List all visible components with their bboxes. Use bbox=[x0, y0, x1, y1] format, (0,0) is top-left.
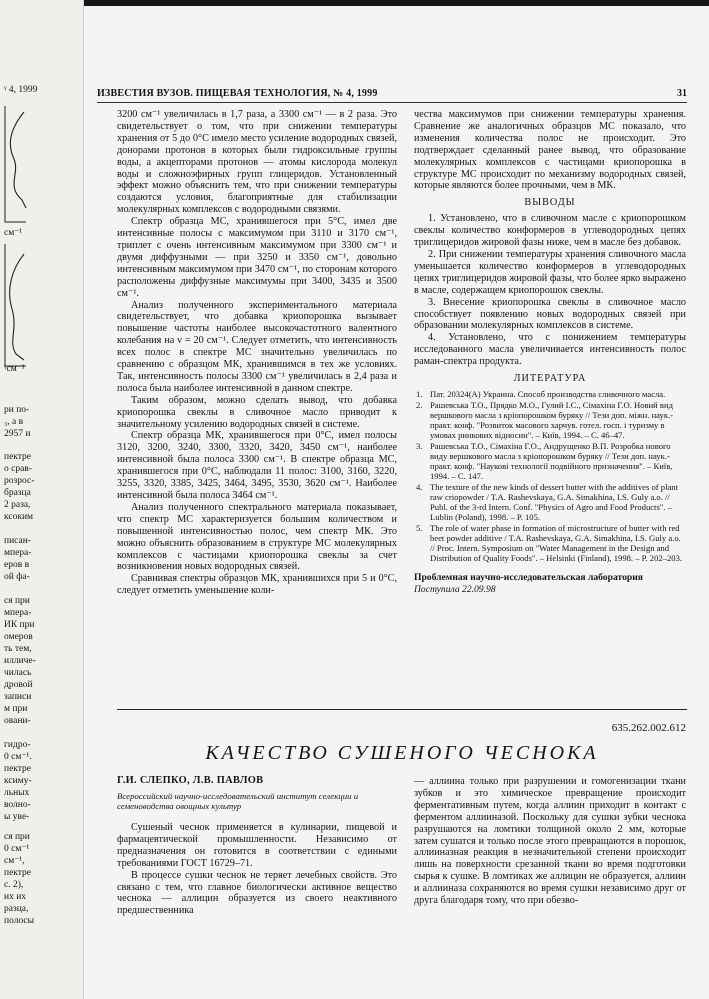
reference-number: 3. bbox=[416, 440, 423, 451]
article1-column-left bbox=[117, 109, 397, 597]
edge-fragment: ксоким bbox=[4, 512, 34, 522]
page-number: 31 bbox=[677, 88, 687, 99]
edge-fragment: пектре bbox=[4, 452, 32, 462]
edge-fragment: ри по- bbox=[4, 405, 30, 415]
conclusion-item: 1. Установлено, что в сливочном масле с криопорошком свеклы количество конформеров в углеводородных цепях триглицеридов жировой фазы ниже, чем в масле без добавок. bbox=[414, 213, 686, 249]
reference-text: Рашевська Т.О., Сімахіна Г.О., Андрущенко В.П. Розробка нового виду вершкового масла з кріопорошком буряку // Тези доп. наук.-практ. конф. "Наукові технології подвійного призначення". – Київ, 1994. – С. 147. bbox=[430, 440, 673, 481]
reference-item bbox=[414, 400, 686, 440]
paragraph: Спектр образца МК, хранившегося при 0°С, имел полосы 3120, 3200, 3240, 3300, 3320, 3420, 3450 см⁻¹, наиболее интенсивной была полоса 3300 см⁻¹. В спектре образца МС, хранившегося при 0°С, наблюдали 11 полос: 3100, 3160, 3220, 3255, 3320, 3385, 3425, 3464, 3495, 3530, 3620 см⁻¹. Наиболее интенсивной была полоса 3464 см⁻¹. bbox=[117, 430, 397, 501]
article-title: КАЧЕСТВО СУШЕНОГО ЧЕСНОКА bbox=[205, 742, 599, 764]
edge-fragment: бразца bbox=[4, 488, 31, 498]
reference-number: 5. bbox=[416, 522, 423, 533]
edge-fragment: пектре bbox=[4, 764, 32, 774]
edge-fragment: 0 см⁻¹ bbox=[4, 844, 30, 854]
reference-item bbox=[414, 441, 686, 481]
edge-fragment: полосы bbox=[4, 916, 35, 926]
edge-fragment: 0 см⁻¹. bbox=[4, 752, 32, 762]
edge-fragment: см⁻¹, bbox=[4, 856, 25, 866]
edge-fragment: илличе- bbox=[4, 656, 36, 666]
paragraph: 3200 см⁻¹ увеличилась в 1,7 раза, а 3300 см⁻¹ — в 2 раза. Это свидетельствует о том, что при снижении температуры хранения от 5 до 0°С имело место усиление водородных связей, донорами протонов в которых были гидроксильные группы воды, а акцепторами протонов — атомы кислорода молекул воды и сложноэфирных групп глицеридов. Установленный эффект можно объяснить тем, что при снижении температуры создаются условия, благоприятные для стабилизации молекулярных комплексов с водородными связями. bbox=[117, 109, 397, 216]
paragraph: В процессе сушки чеснок не теряет лечебных свойств. Это связано с тем, что главное биологически активное вещество чеснока — аллицин образуется из своего неактивного предшественника bbox=[117, 869, 397, 917]
edge-fragment: cм⁻¹ bbox=[4, 228, 23, 238]
running-header bbox=[97, 88, 687, 103]
edge-fragment: чилась bbox=[4, 668, 32, 678]
reference-number: 2. bbox=[416, 399, 423, 410]
edge-fragment: ой фа- bbox=[4, 572, 30, 582]
edge-fragment: омеров bbox=[4, 632, 33, 642]
edge-fragment: ИК при bbox=[4, 620, 35, 630]
article1-column-right bbox=[414, 109, 686, 596]
journal-title: ИЗВЕСТИЯ ВУЗОВ. ПИЩЕВАЯ ТЕХНОЛОГИЯ, № 4, 1999 bbox=[97, 88, 378, 99]
scan-top-border bbox=[0, 0, 709, 6]
references-list bbox=[414, 389, 686, 563]
edge-fragment: ы уве- bbox=[4, 812, 30, 822]
edge-fragment: льных bbox=[4, 788, 30, 798]
reference-item bbox=[414, 389, 686, 399]
reference-item bbox=[414, 482, 686, 522]
laboratory-name: Проблемная научно-исследовательская лаборатория bbox=[414, 571, 643, 583]
edge-fragment: разца, bbox=[4, 904, 29, 914]
edge-fragment: ть тем, bbox=[4, 644, 32, 654]
reference-text: Пат. 20324(А) Украина. Способ производства сливочного масла. bbox=[430, 388, 666, 399]
edge-fragment: писан- bbox=[4, 536, 31, 546]
udc-code: 635.262.002.612 bbox=[611, 722, 686, 734]
edge-fragment: 2957 и bbox=[4, 429, 31, 439]
paragraph: чества максимумов при снижении температуры хранения. Сравнение же аналогичных образцов МС показало, что изменения количества полос не происходит. Это подтверждает сделанный ранее вывод, что образование молекулярных комплексов с частицами криопорошка в структуре МС происходит по механизму водородных связей, которые являются более прочными, чем в МК. bbox=[414, 109, 686, 192]
references-heading: ЛИТЕРАТУРА bbox=[513, 373, 587, 385]
conclusions-list bbox=[414, 213, 686, 368]
reference-text: The role of water phase in formation of microstructure of butter with red beet powder additive / T.A. Rashevskaya, G.A. Simakhina, I.S. Guly a.o. // Proc. Intern. Symposium on "Water Management in the Design and Distribution of Quality Foods". – Helsinki (Finland), 1998. – P. 202–203. bbox=[430, 522, 683, 563]
edge-fragment: с. 2), bbox=[4, 880, 24, 890]
reference-number: 1. bbox=[416, 388, 423, 399]
paragraph: Спектр образца МС, хранившегося при 5°С, имел две интенсивные полосы с максимумом при 3110 и 3170 см⁻¹, триплет с очень интенсивным максимумом при 3300 см⁻¹ и двумя диффузными — при 3250 и 3350 см⁻¹, довольно интенсивным максимумом при 3470 см⁻¹, по сторонам которого расположены диффузные максимумы при 3400, 3435 и 3500 см⁻¹. bbox=[117, 216, 397, 299]
paragraph: Сравнивая спектры образцов МК, хранившихся при 5 и 0°С, следует отметить уменьшение коли- bbox=[117, 573, 397, 597]
edge-fragment: волно- bbox=[4, 800, 31, 810]
edge-fragment: пектре bbox=[4, 868, 32, 878]
author-affiliation: Всероссийский научно-исследовательский институт селекции и семеноводства овощных культур bbox=[117, 791, 359, 812]
edge-fragment: ся при bbox=[4, 832, 30, 842]
paragraph: Анализ полученного экспериментального материала свидетельствует, что добавка криопорошка вызывает повышение частоты наиболее высокочастотного валентного колебания на ν = 20 см⁻¹. Следует отметить, что интенсивность всех полос в спектре МС значительно увеличилась по сравнению с образцом МК, хранившимся в тех же условиях. Так, интенсивность полосы 3300 см⁻¹ увеличилась в 2,4 раза и полоса была наиболее интенсивной в данном спектре. bbox=[117, 299, 397, 394]
reference-text: Рашевська Т.О., Прядко М.О., Гулий І.С., Сімахіна Г.О. Новий вид вершкового масла з кріопорошком буряку // Тези доп. міжн. наук.-практ. конф. "Розвиток масового харчув. готел. госп. і туризму в умовах ринкових відносин". – Київ, 1994. – С. 46–47. bbox=[430, 399, 674, 440]
edge-fragment: ксиму- bbox=[4, 776, 32, 786]
edge-fragment: ₃, а в bbox=[4, 417, 24, 427]
edge-fragment: овани- bbox=[4, 716, 31, 726]
conclusion-item: 3. Внесение криопорошка свеклы в сливочное масло способствует появлению новых водородных связей при образовании молекулярных комплексов в системе. bbox=[414, 296, 686, 332]
edge-fragment: мпера- bbox=[4, 548, 32, 558]
article2-column-right bbox=[414, 776, 686, 907]
edge-fragment: дровой bbox=[4, 680, 33, 690]
paragraph: Анализ полученного спектрального материала показывает, что спектр МС характеризуется большим количеством и повышенной интенсивностью полос, чем спектр МК. Это можно объяснить образованием в структуре МС молекулярных комплексов с частицами криопорошка свеклы за счет возникновения новых водородных связей. bbox=[117, 501, 397, 573]
edge-fragment: ся при bbox=[4, 596, 30, 606]
edge-fragment: мпера- bbox=[4, 608, 32, 618]
article-authors: Г.И. СЛЕПКО, Л.В. ПАВЛОВ bbox=[117, 775, 264, 786]
edge-fragment: ᵞ 4, 1999 bbox=[4, 85, 38, 95]
conclusion-item: 4. Установлено, что с понижением температуры исследованного масла увеличивается интенсивность полос раман-спектра продукта. bbox=[414, 332, 686, 368]
edge-fragment: еров в bbox=[4, 560, 30, 570]
reference-number: 4. bbox=[416, 481, 423, 492]
received-date: Поступила 22.09.98 bbox=[414, 583, 496, 595]
article2-column-left bbox=[117, 822, 397, 917]
conclusion-item: 2. При снижении температуры хранения сливочного масла уменьшается количество конформеров в углеводородных цепях триглицеридов жировой фазы, что более ярко выражено в масле, содержащем криопорошок свеклы. bbox=[414, 248, 686, 296]
reference-item bbox=[414, 523, 686, 563]
article-separator-rule bbox=[117, 709, 687, 710]
reference-text: The texture of the new kinds of dessert butter with the additives of plant raw criopowder / T.A. Rashevskaya, G.A. Simakhina, I.S. Guly a.o. // Publ. of the 3-rd Intern. Conf. "Physics of Agro and Food Products". – Lublin (Poland), 1998. – P. 105. bbox=[430, 481, 678, 522]
edge-fragment: розрос- bbox=[4, 476, 35, 486]
edge-fragment: гидро- bbox=[4, 740, 31, 750]
conclusions-heading: ВЫВОДЫ bbox=[524, 197, 576, 209]
edge-fragment: м при bbox=[4, 704, 28, 714]
edge-fragment: их их bbox=[4, 892, 27, 902]
previous-page-edge bbox=[0, 0, 84, 999]
paragraph: — аллиина только при разрушении и гомогенизации ткани зубков и это химическое превращение происходит ферментативным путем, когда аллиин приходит в контакт с ферментом аллииназой. Поскольку для сушки зубки чеснока разрушаются на ломтики толщиной около 2 мм, которые затем сушатся и только после этого превращаются в порошок, аллииназная реакция в незначительной степени происходит лишь на поверхности срезанной ткани во время подготовки сырья к сушке. В ломтиках же аллицин не образуется, аллиин и аллииназа сохраняются во время сушки независимо друг от друга благодаря тому, что при обезво- bbox=[414, 776, 686, 907]
edge-fragment: о срав- bbox=[4, 464, 32, 474]
edge-fragment: 2 раза, bbox=[4, 500, 31, 510]
paragraph: Таким образом, можно сделать вывод, что добавка криопорошка свеклы в сливочное масло приводит к значительному усилению водородных связей в системе. bbox=[117, 394, 397, 430]
paragraph: Сушеный чеснок применяется в кулинарии, пищевой и фармацевтической промышленности. Независимо от предназначения он готовится в соответствии с едиными требованиями ГОСТ 16729–71. bbox=[117, 822, 397, 869]
edge-fragment: ᵞcм⁻¹ bbox=[4, 364, 25, 374]
edge-fragment: записи bbox=[4, 692, 32, 702]
